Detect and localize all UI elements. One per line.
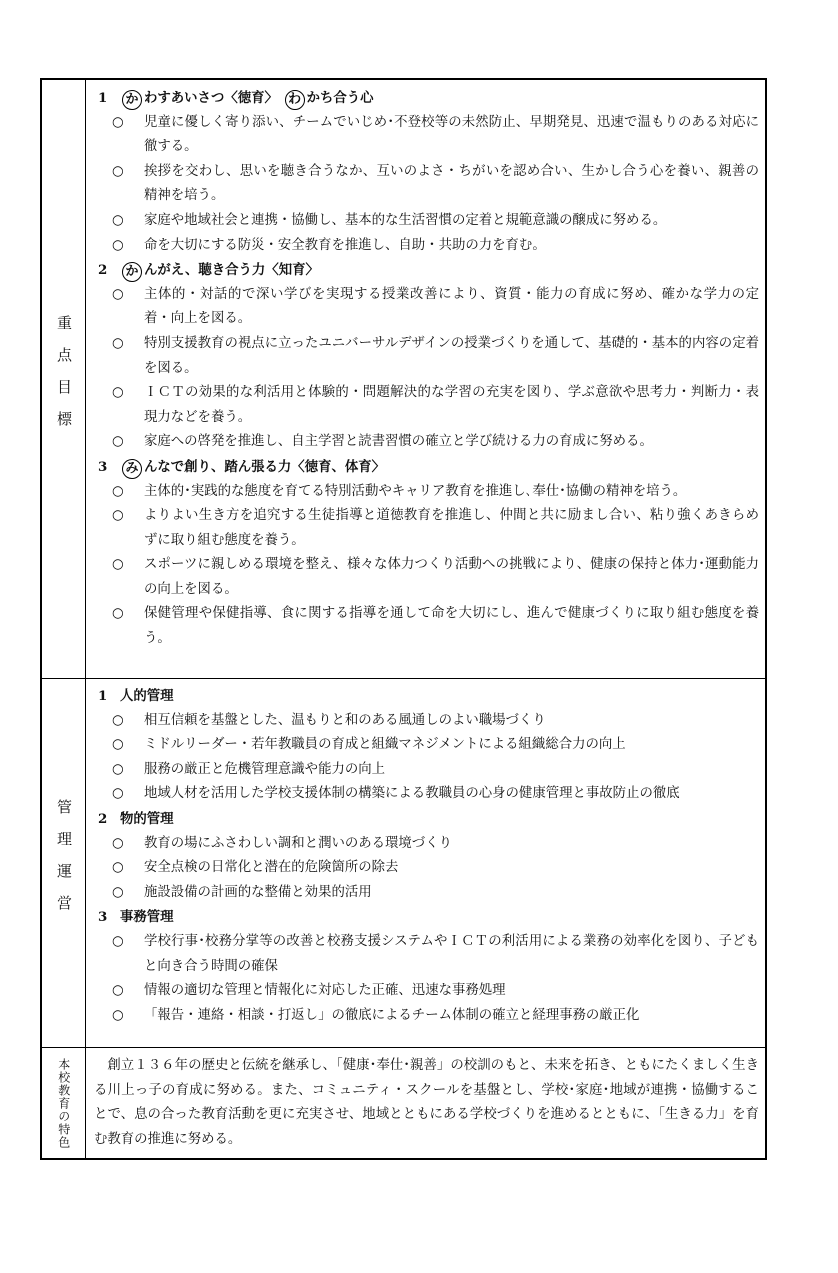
management-heading-1	[96, 684, 759, 709]
circled-char: わ	[285, 90, 305, 110]
list-item	[96, 856, 759, 881]
item-text: 主体的・対話的で深い学びを実現する授業改善により、資質・能力の育成に努め、確かな学力の定着・向上を図る。	[144, 286, 759, 327]
feature-label: 本校教育の特色	[56, 1058, 71, 1149]
item-text: ミドルリーダー・若年教職員の育成と組織マネジメントによる組織総合力の向上	[144, 737, 626, 753]
list-item	[96, 480, 759, 505]
item-text: 教育の場にふさわしい調和と潤いのある環境づくり	[144, 835, 452, 851]
bullet-icon: ○	[112, 761, 124, 777]
item-text: よりよい生き方を追究する生徒指導と道徳教育を推進し、仲間と共に励まし合い、粘り強くあきらめずに取り組む態度を養う。	[144, 508, 759, 548]
bullet-icon: ○	[112, 237, 124, 253]
bullet-icon: ○	[112, 860, 124, 876]
item-text: 家庭や地域社会と連携・協働し、基本的な生活習慣の定着と規範意識の醸成に努める。	[144, 212, 667, 228]
bullet-icon: ○	[112, 557, 124, 573]
bullet-icon: ○	[112, 884, 124, 900]
list-item	[96, 234, 759, 259]
list-item	[96, 930, 759, 979]
goal-title-text: んがえ、聴き合う力〈知育〉	[144, 262, 319, 279]
bullet-icon: ○	[112, 737, 124, 753]
bullet-icon: ○	[112, 712, 124, 728]
list-item	[96, 1004, 759, 1029]
goal-heading-3	[96, 455, 759, 480]
bullet-icon: ○	[112, 786, 124, 802]
circled-char: か	[122, 262, 142, 282]
item-text: 「報告・連絡・相談・打返し」の徹底によるチーム体制の確立と経理事務の厳正化	[144, 1007, 640, 1023]
goals-label: 重点目標	[55, 315, 73, 443]
goal-number: 2	[98, 262, 108, 279]
item-text: 地域人材を活用した学校支援体制の構築による教職員の心身の健康管理と事故防止の徹底	[144, 786, 680, 802]
list-item	[96, 602, 759, 651]
management-row	[42, 678, 765, 1048]
management-label: 管理運営	[55, 798, 73, 927]
item-text: 情報の適切な管理と情報化に対応した正確、迅速な事務処理	[144, 983, 506, 999]
management-heading-2	[96, 807, 759, 832]
list-item	[96, 733, 759, 758]
list-item	[96, 504, 759, 553]
feature-label-cell	[42, 1047, 86, 1160]
item-text: 挨拶を交わし、思いを聴き合うなか、互いのよさ・ちがいを認め合い、生かし合う心を養い、親善の精神を培う。	[144, 163, 759, 204]
goals-label-cell	[42, 80, 86, 678]
bullet-icon: ○	[112, 434, 124, 450]
goal-number: 1	[98, 90, 108, 106]
list-item	[96, 782, 759, 807]
management-number: 2	[98, 810, 108, 827]
item-text: 学校行事･校務分掌等の改善と校務支援システムやＩＣＴの利活用による業務の効率化を図り、子どもと向き合う時間の確保	[144, 933, 759, 974]
list-item	[96, 160, 759, 209]
list-item	[96, 758, 759, 783]
list-item	[96, 111, 759, 160]
bullet-icon: ○	[112, 385, 124, 401]
item-text: 特別支援教育の視点に立ったユニバーサルデザインの授業づくりを通して、基礎的・基本的内容の定着を図る。	[144, 335, 759, 376]
item-text: スポーツに親しめる環境を整え、様々な体力つくり活動への挑戦により、健康の保持と体力･運動能力の向上を図る。	[144, 557, 759, 597]
management-heading-3	[96, 905, 759, 930]
management-title: 物的管理	[120, 810, 174, 827]
goal-heading-1	[96, 86, 759, 111]
item-text: 児童に優しく寄り添い、チームでいじめ･不登校等の未然防止、早期発見、迅速で温もりのある対応に徹する。	[144, 114, 759, 155]
item-text: 命を大切にする防災・安全教育を推進し、自助・共助の力を育む。	[144, 237, 546, 253]
school-policy-table	[40, 78, 767, 1160]
management-label-cell	[42, 678, 86, 1047]
circled-char: み	[122, 459, 142, 479]
bullet-icon: ○	[112, 483, 124, 499]
item-text: 家庭への啓発を推進し、自主学習と読書習慣の確立と学び続ける力の育成に努める。	[144, 434, 653, 450]
item-text: 相互信頼を基盤とした、温もりと和のある風通しのよい職場づくり	[144, 712, 546, 728]
circled-char: か	[122, 90, 142, 110]
goals-row	[42, 80, 765, 679]
list-item	[96, 832, 759, 857]
bullet-icon: ○	[112, 835, 124, 851]
feature-row	[42, 1047, 765, 1160]
management-number: 3	[98, 909, 108, 926]
bullet-icon: ○	[112, 163, 124, 179]
list-item	[96, 332, 759, 381]
item-text: ＩＣＴの効果的な利活用と体験的・問題解決的な学習の充実を図り、学ぶ意欲や思考力・判断力・表現力などを養う。	[144, 385, 759, 425]
list-item	[96, 283, 759, 332]
goal-title-text: んなで創り、踏ん張る力〈徳育、体育〉	[144, 458, 386, 475]
management-title: 事務管理	[120, 909, 174, 926]
item-text: 保健管理や保健指導、食に関する指導を通して命を大切にし、進んで健康づくりに取り組む態度を養う。	[144, 606, 759, 647]
list-item	[96, 381, 759, 430]
goal-title-text: わすあいさつ〈徳育〉	[144, 90, 278, 106]
bullet-icon: ○	[112, 1007, 124, 1023]
bullet-icon: ○	[112, 933, 124, 949]
item-text: 服務の厳正と危機管理意識や能力の向上	[144, 761, 386, 777]
bullet-icon: ○	[112, 212, 124, 228]
bullet-icon: ○	[112, 508, 124, 524]
bullet-icon: ○	[112, 606, 124, 622]
item-text: 主体的･実践的な態度を育てる特別活動やキャリア教育を推進し､奉仕･協働の精神を培う。	[144, 483, 687, 499]
list-item	[96, 430, 759, 455]
goal-heading-2	[96, 258, 759, 283]
bullet-icon: ○	[112, 983, 124, 999]
list-item	[96, 709, 759, 734]
item-text: 施設設備の計画的な整備と効果的活用	[144, 884, 372, 900]
list-item	[96, 881, 759, 906]
list-item	[96, 553, 759, 602]
management-title: 人的管理	[120, 688, 174, 704]
list-item	[96, 209, 759, 234]
item-text: 安全点検の日常化と潜在的危険箇所の除去	[144, 860, 399, 876]
feature-text: 創立１３６年の歴史と伝統を継承し、「健康･奉仕･親善」の校訓のもと、未来を拓き、ともにたくましく生きる川上っ子の育成に努める。また、コミュニティ・スクールを基盤とし、学校･家庭･地域が連携・協働することで、息の合った教育活動を更に充実させ、地域とともにある学校づくりを進めるとともに、「生きる力」を育む教育の推進に努める。	[94, 1058, 759, 1147]
goal-title-text: かち合う心	[306, 90, 374, 106]
bullet-icon: ○	[112, 114, 124, 130]
bullet-icon: ○	[112, 335, 124, 351]
management-number: 1	[98, 688, 108, 704]
goals-content	[86, 80, 765, 678]
goal-number: 3	[98, 458, 108, 475]
bullet-icon: ○	[112, 286, 124, 302]
list-item	[96, 979, 759, 1004]
management-content	[86, 678, 765, 1047]
